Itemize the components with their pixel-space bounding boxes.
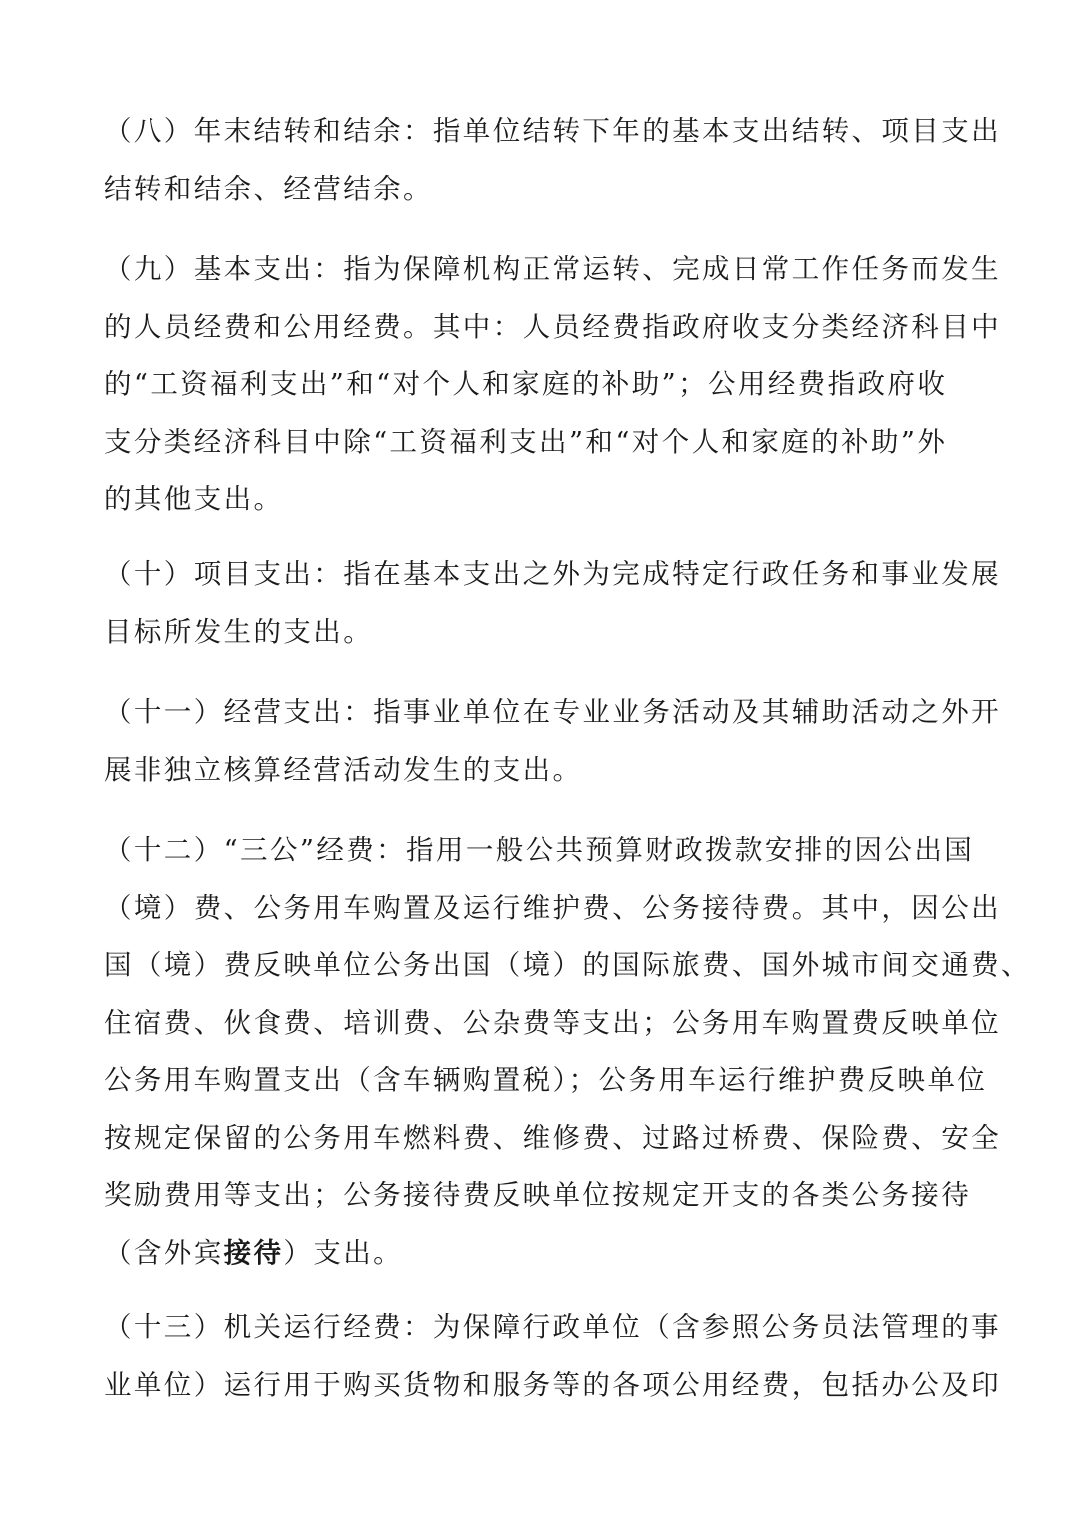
text-segment: ）支出。: [283, 1236, 404, 1269]
text-line: 国（境）费反映单位公务出国（境）的国际旅费、国外城市间交通费、: [104, 949, 1031, 981]
text-line: （八）年末结转和结余：指单位结转下年的基本支出结转、项目支出: [104, 115, 1001, 147]
text-line: 按规定保留的公务用车燃料费、维修费、过路过桥费、保险费、安全: [104, 1121, 1001, 1154]
bold-text-segment: 接待: [223, 1236, 284, 1269]
paragraph-agency-operating-funds: [104, 1299, 1001, 1414]
text-line: （十二）“三公”经费：指用一般公共预算财政拨款安排的因公出国: [104, 834, 975, 866]
text-line: （九）基本支出：指为保障机构正常运转、完成日常工作任务而发生: [104, 253, 1001, 285]
text-line: 业单位）运行用于购买货物和服务等的各项公用经费，包括办公及印: [104, 1368, 1001, 1401]
paragraph-project-expenditure: [104, 546, 1001, 661]
text-line: （十）项目支出：指在基本支出之外为完成特定行政任务和事业发展: [104, 558, 1001, 590]
paragraph-three-public-expenses: [104, 822, 1031, 1282]
text-line: 住宿费、伙食费、培训费、公杂费等支出；公务用车购置费反映单位: [104, 1006, 1001, 1039]
paragraph-year-end-carryover: [104, 103, 1001, 218]
text-line: 结转和结余、经营结余。: [104, 172, 433, 205]
text-line: （十一）经营支出：指事业单位在专业业务活动及其辅助活动之外开: [104, 696, 1001, 728]
text-line: （十三）机关运行经费：为保障行政单位（含参照公务员法管理的事: [104, 1311, 1001, 1343]
text-line: 的其他支出。: [104, 483, 284, 515]
text-line: 目标所发生的支出。: [104, 615, 374, 648]
text-line: （境）费、公务用车购置及运行维护费、公务接待费。其中，因公出: [104, 891, 1001, 924]
text-line: 的“工资福利支出”和“对个人和家庭的补助”；公用经费指政府收: [104, 368, 948, 400]
text-segment: （含外宾: [104, 1236, 224, 1269]
text-line: 奖励费用等支出；公务接待费反映单位按规定开支的各类公务接待: [104, 1179, 972, 1211]
paragraph-operating-expenditure: [104, 684, 1001, 799]
text-line: 公务用车购置支出（含车辆购置税）；公务用车运行维护费反映单位: [104, 1064, 988, 1096]
text-line: 展非独立核算经营活动发生的支出。: [104, 753, 583, 786]
paragraph-basic-expenditure: [104, 241, 1001, 529]
text-line: 支分类经济科目中除“工资福利支出”和“对个人和家庭的补助”外: [104, 425, 948, 458]
text-line: 的人员经费和公用经费。其中：人员经费指政府收支分类经济科目中: [104, 310, 1001, 343]
text-line-last: [104, 1225, 984, 1283]
